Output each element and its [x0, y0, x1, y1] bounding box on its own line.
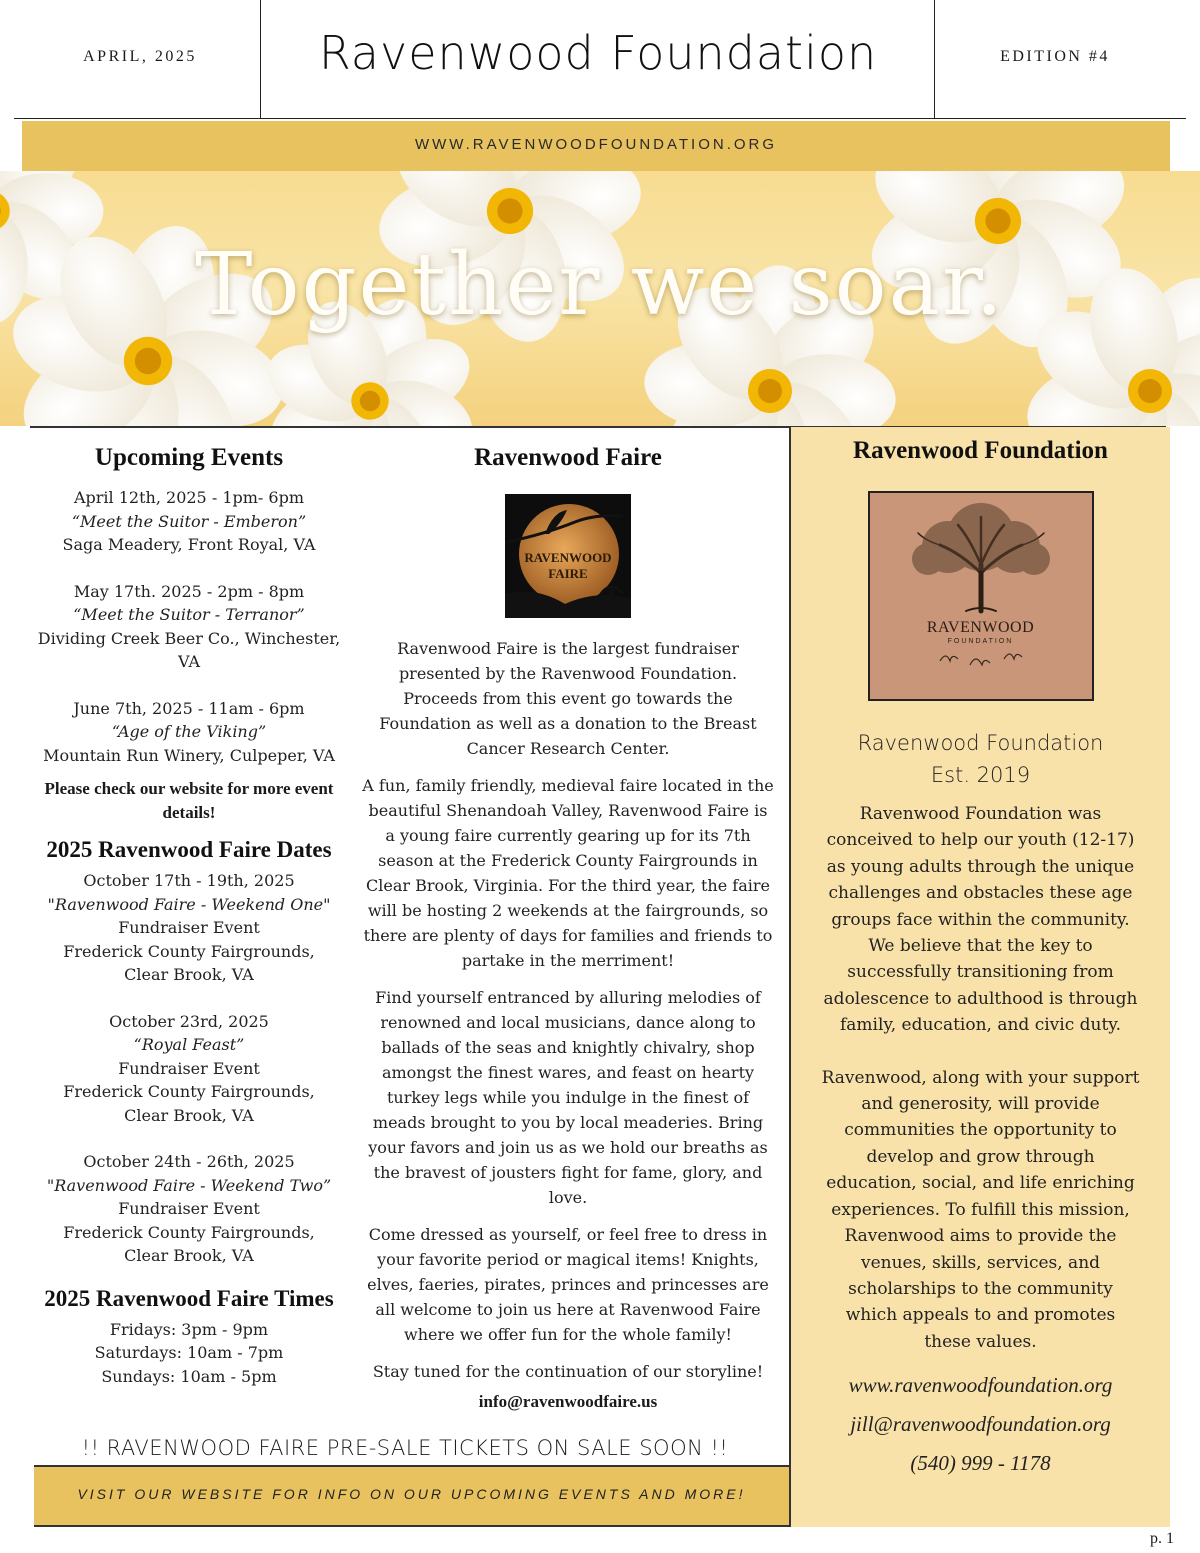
faire-event-place: Frederick County Fairgrounds, [63, 1222, 315, 1242]
ravenwood-faire-logo [505, 494, 631, 618]
faire-time: Sundays: 10am - 5pm [101, 1366, 277, 1386]
website-banner [22, 121, 1170, 171]
hero-banner [0, 171, 1200, 426]
faire-date-item [30, 869, 348, 987]
foundation-subtitle: Ravenwood Foundation [857, 731, 1104, 755]
event-name: “Meet the Suitor - Terranor” [73, 605, 305, 624]
faire-date-item [30, 1150, 348, 1268]
event-date: June 7th, 2025 - 11am - 6pm [73, 698, 305, 718]
website-note: Please check our website for more event details! [44, 779, 334, 822]
faire-logo-text: FAIRE [548, 566, 588, 581]
foundation-established: Est. 2019 [930, 763, 1031, 787]
faire-event-place: Clear Brook, VA [124, 1105, 254, 1125]
faire-times-list [30, 1318, 348, 1389]
newsletter-header [0, 0, 1200, 118]
event-date: April 12th, 2025 - 1pm- 6pm [73, 488, 304, 507]
issue-date: APRIL, 2025 [83, 48, 197, 65]
website-url[interactable]: WWW.RAVENWOODFOUNDATION.ORG [414, 136, 778, 153]
faire-times-heading: 2025 Ravenwood Faire Times [44, 1285, 334, 1311]
foundation-email[interactable]: jill@ravenwoodfoundation.org [850, 1412, 1111, 1437]
hero-title: Together we soar. [195, 235, 1005, 335]
faire-paragraph: A fun, family friendly, medieval faire located in the beautiful Shenandoah Valley, Ravenwood Faire is a young faire currently gearing up for its 7th season at the Frederick County Fairgrounds in Clear Brook, Virginia. For the third year, the faire will be hosting 2 weekends at the fairgrounds, so there are plenty of days for families and friends to partake in the merriment! [362, 776, 774, 970]
faire-event-name: “Royal Feast” [133, 1035, 245, 1054]
faire-date-item [30, 1010, 348, 1128]
foundation-paragraph: Ravenwood Foundation was conceived to help our youth (12-17) as young adults through the unique challenges and obstacles these age groups face within the community. We believe that the key to successfully transitioning from adolescence to adulthood is through family, education, and civic duty. [823, 804, 1138, 1036]
faire-date: October 23rd, 2025 [109, 1011, 269, 1031]
faire-event-name: "Ravenwood Faire - Weekend Two” [46, 1175, 332, 1195]
faire-event-place: Frederick County Fairgrounds, [63, 1082, 315, 1101]
event-name: “Meet the Suitor - Emberon” [71, 511, 307, 531]
faire-event-place: Frederick County Fairgrounds, [63, 941, 315, 961]
header-rule [14, 118, 1186, 119]
foundation-sidebar [789, 427, 1170, 1527]
faire-paragraph: Stay tuned for the continuation of our storyline! [372, 1362, 764, 1381]
faire-dates-heading: 2025 Ravenwood Faire Dates [46, 837, 332, 862]
faire-paragraph: Find yourself entranced by alluring melodies of renowned and local musicians, dance along to ballads of the seas and knightly chivalry, shop amongst the finest wares, and feast on hearty turkey legs while you indulge in the finest of meads brought to you by local meaderies. Bring your favors and join us as we hold our breaths as the bravest of jousters fight for fame, glory, and love. [368, 988, 768, 1207]
visit-text: VISIT OUR WEBSITE FOR INFO ON OUR UPCOMING EVENTS AND MORE! [77, 1486, 746, 1502]
faire-event-type: Fundraiser Event [118, 918, 260, 937]
upcoming-events-heading: Upcoming Events [94, 444, 284, 471]
faire-date: October 24th - 26th, 2025 [83, 1152, 295, 1171]
visit-banner [34, 1465, 789, 1527]
foundation-website[interactable]: www.ravenwoodfoundation.org [848, 1373, 1113, 1398]
foundation-logo-text: RAVENWOOD [926, 619, 1035, 636]
faire-event-place: Clear Brook, VA [124, 1246, 254, 1265]
foundation-paragraph: Ravenwood, along with your support and generosity, will provide communities the opportunity to develop and grow through education, social, and life enriching experiences. To fulfill this mission, Ravenwood aims to provide the venues, skills, services, and scholarships to the community which appeals to and promotes these values. [821, 1067, 1140, 1352]
faire-email[interactable]: info@ravenwoodfaire.us [478, 1392, 658, 1411]
faire-event-name: "Ravenwood Faire - Weekend One" [47, 894, 331, 914]
foundation-heading: Ravenwood Foundation [853, 437, 1108, 464]
foundation-phone[interactable]: (540) 999 - 1178 [910, 1451, 1051, 1476]
presale-announcement: !! RAVENWOOD FAIRE PRE-SALE TICKETS ON SALE SOON !! [81, 1436, 729, 1460]
ravenwood-foundation-logo [868, 491, 1094, 701]
header-divider [260, 0, 261, 118]
event-date: May 17th. 2025 - 2pm - 8pm [73, 581, 305, 601]
event-item [30, 580, 348, 674]
event-item [30, 486, 348, 557]
event-place: Saga Meadery, Front Royal, VA [62, 535, 316, 554]
foundation-logo-subtext: FOUNDATION [947, 638, 1014, 645]
event-place: Dividing Creek Beer Co., Winchester, VA [37, 628, 341, 671]
faire-date: October 17th - 19th, 2025 [83, 871, 295, 890]
header-divider [934, 0, 935, 118]
faire-logo-text: RAVENWOOD [524, 550, 612, 565]
tree-icon [870, 493, 1092, 699]
faire-event-type: Fundraiser Event [118, 1199, 260, 1218]
events-column [30, 440, 348, 1388]
faire-paragraph: Ravenwood Faire is the largest fundraiser presented by the Ravenwood Foundation. Proceeds from this event go towards the Foundation as well as a donation to the Breast Cancer Research Center. [379, 639, 757, 758]
faire-heading: Ravenwood Faire [474, 444, 662, 471]
event-place: Mountain Run Winery, Culpeper, VA [43, 745, 335, 765]
faire-paragraph: Come dressed as yourself, or feel free to dress in your favorite period or magical items! Knights, elves, faeries, pirates, princes and princesses are all welcome to join us here at Ravenwood Faire where we offer fun for the whole family! [367, 1225, 769, 1344]
faire-event-place: Clear Brook, VA [124, 965, 254, 984]
faire-time: Saturdays: 10am - 7pm [94, 1343, 284, 1362]
faire-time: Fridays: 3pm - 9pm [109, 1319, 269, 1339]
event-name: “Age of the Viking” [111, 722, 267, 741]
event-item [30, 697, 348, 768]
newsletter-title: Ravenwood Foundation [318, 26, 878, 80]
faire-event-type: Fundraiser Event [118, 1058, 260, 1078]
page-number: p. 1 [1150, 1530, 1174, 1547]
edition-number: EDITION #4 [1000, 48, 1110, 65]
faire-column [362, 440, 774, 1412]
